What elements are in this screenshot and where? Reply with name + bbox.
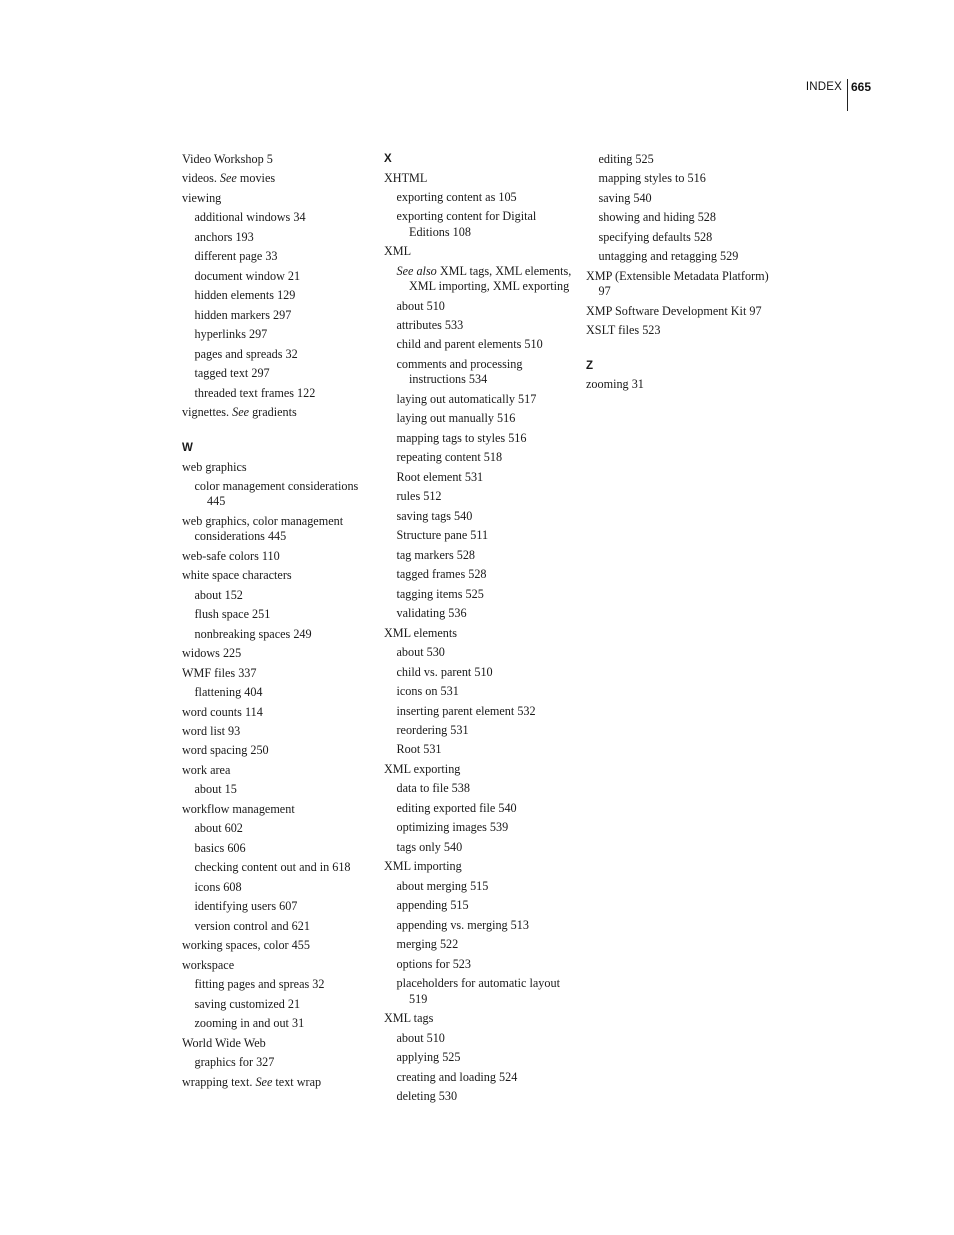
index-subentry: optimizing images 539: [396, 820, 509, 835]
index-subentry: version control and 621: [194, 918, 310, 933]
index-entry: working spaces, color 455: [182, 938, 310, 953]
index-subentry: specifying defaults 528: [598, 229, 713, 244]
index-entry: white space characters: [182, 568, 292, 583]
index-entry: XMP (Extensible Metadata Platform) 97: [586, 268, 769, 299]
index-subentry: laying out automatically 517: [396, 391, 537, 406]
index-subentry: child and parent elements 510: [396, 337, 543, 352]
index-subentry: merging 522: [396, 937, 459, 952]
index-subentry: about 152: [194, 587, 243, 602]
index-subentry: nonbreaking spaces 249: [194, 626, 312, 641]
index-column-1: [182, 152, 370, 1094]
entry-text: videos.: [182, 171, 220, 186]
cross-reference-target: gradients: [249, 405, 297, 420]
index-subentry: icons 608: [194, 879, 242, 894]
index-entry: workspace: [182, 957, 235, 972]
index-subentry: saving customized 21: [194, 996, 301, 1011]
index-subentry: repeating content 518: [396, 450, 503, 465]
index-subentry: comments and processing instructions 534: [396, 356, 523, 387]
index-subentry: identifying users 607: [194, 899, 298, 914]
index-subentry: hyperlinks 297: [194, 327, 268, 342]
index-subentry: inserting parent element 532: [396, 703, 536, 718]
index-subentry: deleting 530: [396, 1089, 458, 1103]
cross-reference: See: [219, 171, 237, 186]
index-entry: XML elements: [384, 625, 457, 640]
index-subentry: about 510: [396, 298, 445, 313]
index-column-3: [586, 152, 776, 397]
entry-text: wrapping text.: [182, 1074, 256, 1089]
index-subentry: fitting pages and spreas 32: [194, 977, 325, 992]
index-entry: work area: [182, 762, 231, 777]
index-subentry: saving tags 540: [396, 508, 473, 523]
index-entry: XSLT files 523: [586, 323, 661, 338]
index-subentry: child vs. parent 510: [396, 664, 493, 679]
index-entry: word list 93: [182, 724, 241, 738]
index-entry: XML exporting: [384, 761, 461, 776]
index-entry: word counts 114: [182, 704, 263, 719]
index-subentry: editing 525: [598, 152, 654, 166]
index-subentry: about 530: [396, 645, 445, 660]
index-entry: workflow management: [182, 801, 295, 816]
cross-reference-target: XML tags, XML elements, XML importing, XML exporting: [409, 263, 572, 294]
running-head: [760, 79, 880, 111]
index-subentry: icons on 531: [396, 684, 459, 699]
index-subentry: tagging items 525: [396, 586, 484, 601]
index-subentry: hidden elements 129: [194, 288, 296, 303]
section-letter: Z: [586, 359, 594, 372]
index-subentry: saving 540: [598, 190, 652, 205]
index-subentry: hidden markers 297: [194, 307, 292, 322]
index-subentry: validating 536: [396, 606, 467, 621]
cross-reference: See: [232, 405, 250, 420]
index-subentry: tagged text 297: [194, 366, 270, 381]
index-entry: web graphics: [182, 459, 247, 474]
index-subentry: untagging and retagging 529: [598, 249, 739, 264]
section-letter: X: [384, 153, 392, 165]
index-subentry: data to file 538: [396, 781, 470, 796]
index-subentry: attributes 533: [396, 318, 464, 332]
index-subentry: Root 531: [396, 742, 442, 757]
index-subentry: options for 523: [396, 956, 471, 971]
index-subentry: graphics for 327: [194, 1055, 275, 1070]
index-subentry: placeholders for automatic layout 519: [396, 976, 560, 1006]
index-subentry: different page 33: [194, 249, 278, 264]
index-subentry: flattening 404: [194, 685, 263, 700]
index-subentry: tag markers 528: [396, 547, 476, 562]
index-subentry: tags only 540: [396, 839, 463, 854]
index-entry: web-safe colors 110: [182, 548, 280, 563]
index-entry: widows 225: [182, 646, 242, 661]
index-subentry: appending vs. merging 513: [396, 917, 529, 932]
index-subentry: editing exported file 540: [396, 800, 517, 815]
cross-reference-target: movies: [236, 171, 276, 186]
index-entry: XHTML: [384, 170, 428, 185]
cross-reference: See: [255, 1074, 273, 1089]
index-entry: [182, 1075, 370, 1090]
index-subentry: about 510: [396, 1030, 445, 1045]
index-subentry: additional windows 34: [194, 210, 306, 225]
index-subentry: exporting content for Digital Editions 108: [396, 209, 537, 239]
index-column-2: [384, 152, 579, 1108]
index-subentry: about 602: [194, 821, 243, 836]
entry-text: vignettes.: [182, 405, 233, 420]
index-subentry: [397, 264, 580, 295]
index-entry: XML importing: [384, 859, 462, 874]
index-subentry: checking content out and in 618: [194, 860, 351, 875]
index-subentry: showing and hiding 528: [598, 210, 716, 225]
index-subentry: Structure pane 511: [396, 528, 489, 543]
index-subentry: tagged frames 528: [396, 567, 487, 582]
index-entry: World Wide Web: [182, 1035, 266, 1050]
index-entry: word spacing 250: [182, 743, 269, 758]
index-subentry: color management considerations 445: [194, 479, 359, 509]
cross-reference: See also: [396, 263, 437, 278]
index-subentry: anchors 193: [194, 229, 254, 244]
index-subentry: creating and loading 524: [396, 1069, 518, 1084]
index-entry: XML tags: [384, 1011, 434, 1026]
index-subentry: Root element 531: [396, 469, 484, 484]
index-subentry: rules 512: [396, 489, 442, 504]
cross-reference-target: text wrap: [272, 1074, 322, 1089]
index-entry: XMP Software Development Kit 97: [586, 303, 762, 318]
running-head-label: INDEX: [805, 81, 842, 93]
index-subentry: mapping styles to 516: [598, 171, 706, 186]
index-subentry: mapping tags to styles 516: [396, 430, 527, 445]
index-subentry: threaded text frames 122: [194, 385, 316, 400]
index-entry: zooming 31: [586, 377, 644, 392]
index-subentry: zooming in and out 31: [194, 1016, 305, 1031]
index-entry: WMF files 337: [182, 665, 257, 680]
index-entry: Video Workshop 5: [182, 152, 273, 166]
index-subentry: reordering 531: [396, 722, 469, 737]
index-subentry: about 15: [194, 782, 237, 797]
index-entry: viewing: [182, 190, 222, 205]
index-entry: web graphics, color management considerations 445: [182, 513, 344, 544]
running-head-divider: [847, 79, 848, 111]
index-entry: [182, 405, 370, 420]
index-subentry: applying 525: [396, 1050, 461, 1065]
index-subentry: about merging 515: [396, 878, 489, 893]
index-subentry: basics 606: [194, 840, 246, 855]
section-letter: W: [182, 442, 193, 455]
index-subentry: pages and spreads 32: [194, 346, 298, 361]
index-entry: [182, 171, 370, 186]
page-number: 665: [851, 80, 872, 94]
index-subentry: flush space 251: [194, 607, 271, 622]
index-subentry: exporting content as 105: [396, 189, 517, 204]
index-subentry: laying out manually 516: [396, 411, 516, 426]
index-subentry: appending 515: [396, 898, 469, 913]
index-entry: XML: [384, 244, 412, 259]
index-subentry: document window 21: [194, 268, 301, 283]
